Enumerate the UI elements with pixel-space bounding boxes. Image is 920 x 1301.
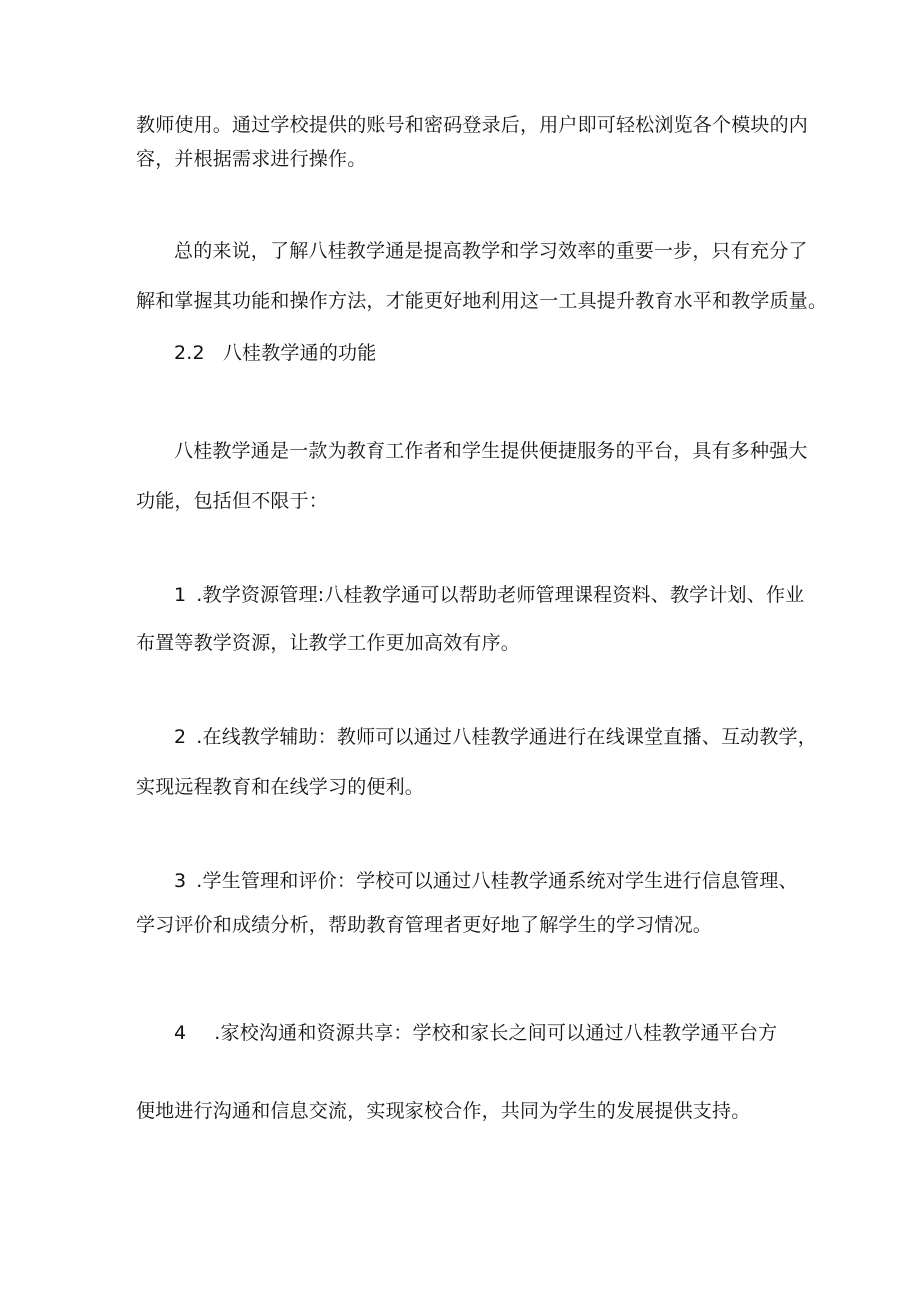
list-item-4-text: .家校沟通和资源共享：学校和家长之间可以通过八桂教学通平台方 xyxy=(214,1022,778,1044)
list-item-4-line-1 xyxy=(174,1020,777,1046)
list-item-4-line-2: 便地进行沟通和信息交流，实现家校合作，共同为学生的发展提供支持。 xyxy=(136,1100,751,1122)
list-item-2-line-1 xyxy=(174,724,817,750)
list-item-3-line-1 xyxy=(174,868,798,894)
list-item-1-text: .教学资源管理:八桂教学通可以帮助老师管理课程资料、教学计划、作业 xyxy=(196,584,805,606)
paragraph-3-line-2: 功能，包括但不限于： xyxy=(136,490,329,512)
list-item-3-number: 3 xyxy=(174,870,187,892)
paragraph-2-line-1: 总的来说，了解八桂教学通是提高教学和学习效率的重要一步，只有充分了 xyxy=(174,240,808,262)
list-item-3-line-2: 学习评价和成绩分析，帮助教育管理者更好地了解学生的学习情况。 xyxy=(136,914,713,936)
paragraph-2-line-2: 解和掌握其功能和操作方法，才能更好地利用这一工具提升教育水平和教学质量。 xyxy=(136,290,828,312)
list-item-1-number: 1 xyxy=(174,584,187,606)
list-item-1-line-1 xyxy=(174,582,804,608)
list-item-3-text: .学生管理和评价：学校可以通过八桂教学通系统对学生进行信息管理、 xyxy=(196,870,798,892)
list-item-2-number: 2 xyxy=(174,726,187,748)
paragraph-3-line-1: 八桂教学通是一款为教育工作者和学生提供便捷服务的平台，具有多种强大 xyxy=(174,440,808,462)
list-item-1-line-2: 布置等教学资源，让教学工作更加高效有序。 xyxy=(136,632,521,654)
paragraph-1-line-2: 容，并根据需求进行操作。 xyxy=(136,148,367,170)
list-item-4-number: 4 xyxy=(174,1022,187,1044)
list-item-2-text: .在线教学辅助：教师可以通过八桂教学通进行在线课堂直播、互动教学， xyxy=(196,726,817,748)
section-heading xyxy=(174,340,376,366)
list-item-2-line-2: 实现远程教育和在线学习的便利。 xyxy=(136,776,425,798)
paragraph-1-line-1: 教师使用。通过学校提供的账号和密码登录后，用户即可轻松浏览各个模块的内 xyxy=(136,114,809,136)
section-heading-number: 2.2 xyxy=(174,342,205,364)
section-heading-title: 八桂教学通的功能 xyxy=(222,342,377,364)
